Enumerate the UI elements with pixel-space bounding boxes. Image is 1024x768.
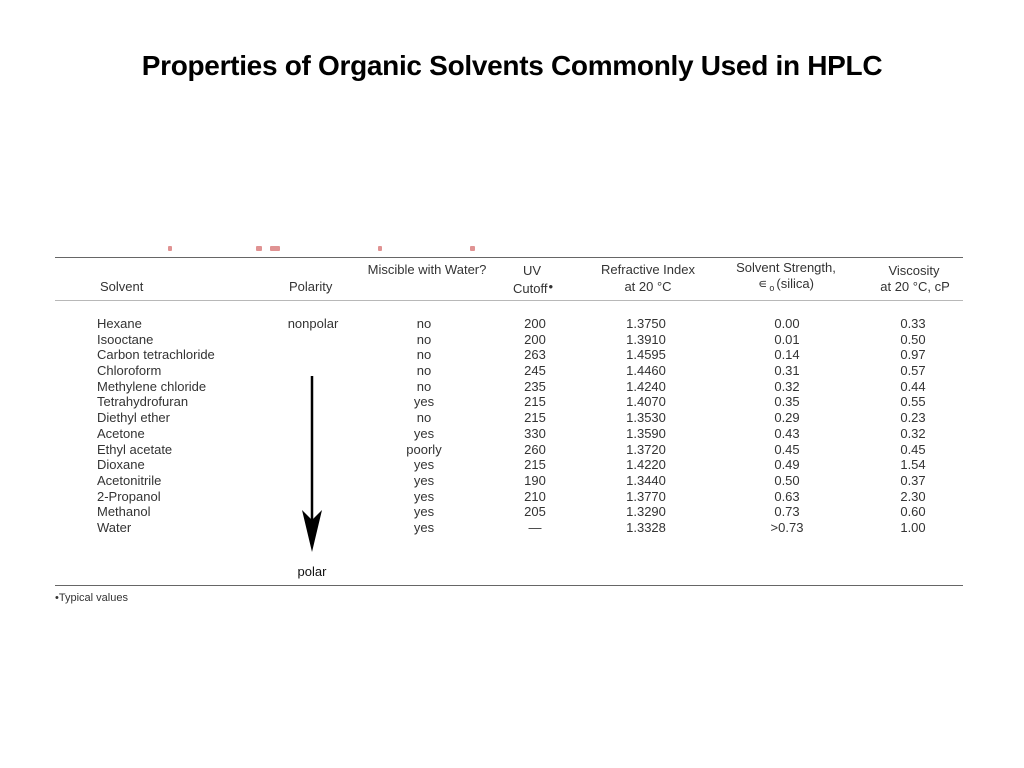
column-viscosity <box>900 316 925 536</box>
cell-solvent: Acetone <box>97 425 145 441</box>
cell-refractive-index: 1.4070 <box>626 394 666 410</box>
cell-uv-cutoff: 330 <box>524 425 546 441</box>
table-top-rule <box>55 257 963 258</box>
cell-solvent: 2-Propanol <box>97 488 161 504</box>
epsilon-subscript: o <box>769 283 775 293</box>
cell-uv-cutoff: 235 <box>524 378 546 394</box>
cell-solvent: Hexane <box>97 316 142 331</box>
cell-solvent: Carbon tetrachloride <box>97 347 215 363</box>
cell-solvent-strength: 0.31 <box>774 363 800 379</box>
header-viscosity-line2: at 20 °C, cP <box>880 279 950 294</box>
cell-refractive-index: 1.3590 <box>626 425 666 441</box>
cell-refractive-index: 1.3328 <box>626 519 666 535</box>
cell-miscible: no <box>416 378 432 394</box>
polarity-nonpolar-label: nonpolar <box>287 316 339 331</box>
cell-solvent: Methanol <box>97 504 151 520</box>
cell-solvent-strength: 0.32 <box>774 378 800 394</box>
cell-viscosity: 1.00 <box>900 519 926 535</box>
cell-solvent-strength: 0.29 <box>774 410 800 426</box>
cell-miscible: no <box>416 316 432 331</box>
cell-uv-cutoff: 215 <box>524 457 546 473</box>
cell-uv-cutoff: 200 <box>524 331 546 347</box>
cell-solvent: Dioxane <box>97 457 145 473</box>
cell-solvent-strength: 0.14 <box>774 347 800 363</box>
cell-uv-cutoff: 210 <box>524 488 546 504</box>
header-polarity: Polarity <box>289 279 333 294</box>
cell-miscible: poorly <box>406 441 442 457</box>
header-uv-line1: UV <box>522 263 542 278</box>
cell-miscible: no <box>416 363 432 379</box>
column-refractive-index <box>626 316 666 536</box>
cell-solvent: Tetrahydrofuran <box>97 394 189 410</box>
cell-solvent: Ethyl acetate <box>97 441 173 457</box>
polarity-polar-label: polar <box>297 564 327 579</box>
cell-miscible: yes <box>413 472 435 488</box>
polarity-arrow-down-icon <box>298 374 326 554</box>
epsilon-symbol: ∊ <box>758 276 768 291</box>
cell-solvent: Acetonitrile <box>97 472 162 488</box>
table-footnote <box>55 592 128 604</box>
header-solvent: Solvent <box>100 279 144 294</box>
cell-viscosity: 0.33 <box>900 316 926 331</box>
cell-solvent-strength: 0.63 <box>774 488 800 504</box>
footnote-text: Typical values <box>58 592 128 604</box>
cell-viscosity: 0.57 <box>900 363 926 379</box>
footnote-marker: • <box>55 592 59 604</box>
header-miscible: Miscible with Water? <box>367 262 487 277</box>
table-bottom-rule <box>55 585 963 586</box>
cell-miscible: no <box>416 410 432 426</box>
cell-uv-cutoff: 260 <box>524 441 546 457</box>
cell-uv-cutoff: 190 <box>524 472 546 488</box>
cell-viscosity: 0.32 <box>900 425 926 441</box>
cell-solvent: Diethyl ether <box>97 410 170 426</box>
cell-refractive-index: 1.4220 <box>626 457 666 473</box>
header-strength-line2: ∊ $_o$ (silica) <box>758 276 814 293</box>
cell-solvent-strength: 0.45 <box>774 441 800 457</box>
header-refractive-line1: Refractive Index <box>601 262 695 277</box>
cell-refractive-index: 1.3290 <box>626 504 666 520</box>
cell-uv-cutoff: 245 <box>524 363 546 379</box>
column-solvent <box>97 316 215 536</box>
cell-refractive-index: 1.3530 <box>626 410 666 426</box>
column-uv-cutoff <box>524 316 546 536</box>
cell-uv-cutoff: 205 <box>524 504 546 520</box>
footnote-marker: • <box>548 279 554 294</box>
cell-uv-cutoff: 200 <box>524 316 546 331</box>
cell-refractive-index: 1.3720 <box>626 441 666 457</box>
cell-refractive-index: 1.4595 <box>626 347 666 363</box>
cell-viscosity: 1.54 <box>900 457 926 473</box>
cell-solvent-strength: 0.01 <box>774 331 800 347</box>
cell-solvent-strength: >0.73 <box>770 519 804 535</box>
cell-miscible: yes <box>413 457 435 473</box>
cell-viscosity: 0.60 <box>900 504 926 520</box>
cell-solvent: Water <box>97 519 132 535</box>
cell-miscible: yes <box>413 394 435 410</box>
cell-uv-cutoff: 215 <box>524 410 546 426</box>
header-uv-line2: Cutoff• <box>512 279 554 296</box>
cell-refractive-index: 1.3770 <box>626 488 666 504</box>
column-solvent-strength <box>771 316 804 536</box>
cell-viscosity: 0.37 <box>900 472 926 488</box>
cell-miscible: no <box>416 331 432 347</box>
header-strength-line1: Solvent Strength, <box>736 260 836 275</box>
cell-miscible: yes <box>413 519 435 535</box>
header-refractive-line2: at 20 °C <box>624 279 672 294</box>
cell-solvent-strength: 0.73 <box>774 504 800 520</box>
cell-refractive-index: 1.4240 <box>626 378 666 394</box>
page-title: Properties of Organic Solvents Commonly Used in HPLC <box>141 50 883 81</box>
cell-refractive-index: 1.4460 <box>626 363 666 379</box>
cell-uv-cutoff: 215 <box>524 394 546 410</box>
cell-viscosity: 0.55 <box>900 394 926 410</box>
header-viscosity-line1: Viscosity <box>888 263 940 278</box>
cell-refractive-index: 1.3440 <box>626 472 666 488</box>
cell-viscosity: 0.23 <box>900 410 926 426</box>
cell-solvent: Chloroform <box>97 363 162 379</box>
cell-miscible: yes <box>413 504 435 520</box>
cell-viscosity: 0.97 <box>900 347 926 363</box>
column-miscible <box>406 316 441 536</box>
cell-solvent: Methylene chloride <box>97 378 207 394</box>
cell-solvent-strength: 0.35 <box>774 394 800 410</box>
cell-viscosity: 0.44 <box>900 378 926 394</box>
cell-uv-cutoff: — <box>528 519 542 535</box>
cell-viscosity: 0.50 <box>900 331 926 347</box>
table-header-rule <box>55 300 963 301</box>
cell-uv-cutoff: 263 <box>524 347 546 363</box>
cell-viscosity: 2.30 <box>900 488 926 504</box>
cell-miscible: yes <box>413 425 435 441</box>
cropped-caption-remnant <box>60 246 480 254</box>
cell-miscible: no <box>416 347 432 363</box>
cell-solvent-strength: 0.43 <box>774 425 800 441</box>
cell-refractive-index: 1.3750 <box>626 316 666 331</box>
cell-solvent-strength: 0.49 <box>774 457 800 473</box>
cell-solvent-strength: 0.50 <box>774 472 800 488</box>
cell-solvent-strength: 0.00 <box>774 316 800 331</box>
cell-refractive-index: 1.3910 <box>626 331 666 347</box>
cell-miscible: yes <box>413 488 435 504</box>
cell-solvent: Isooctane <box>97 331 154 347</box>
cell-viscosity: 0.45 <box>900 441 926 457</box>
